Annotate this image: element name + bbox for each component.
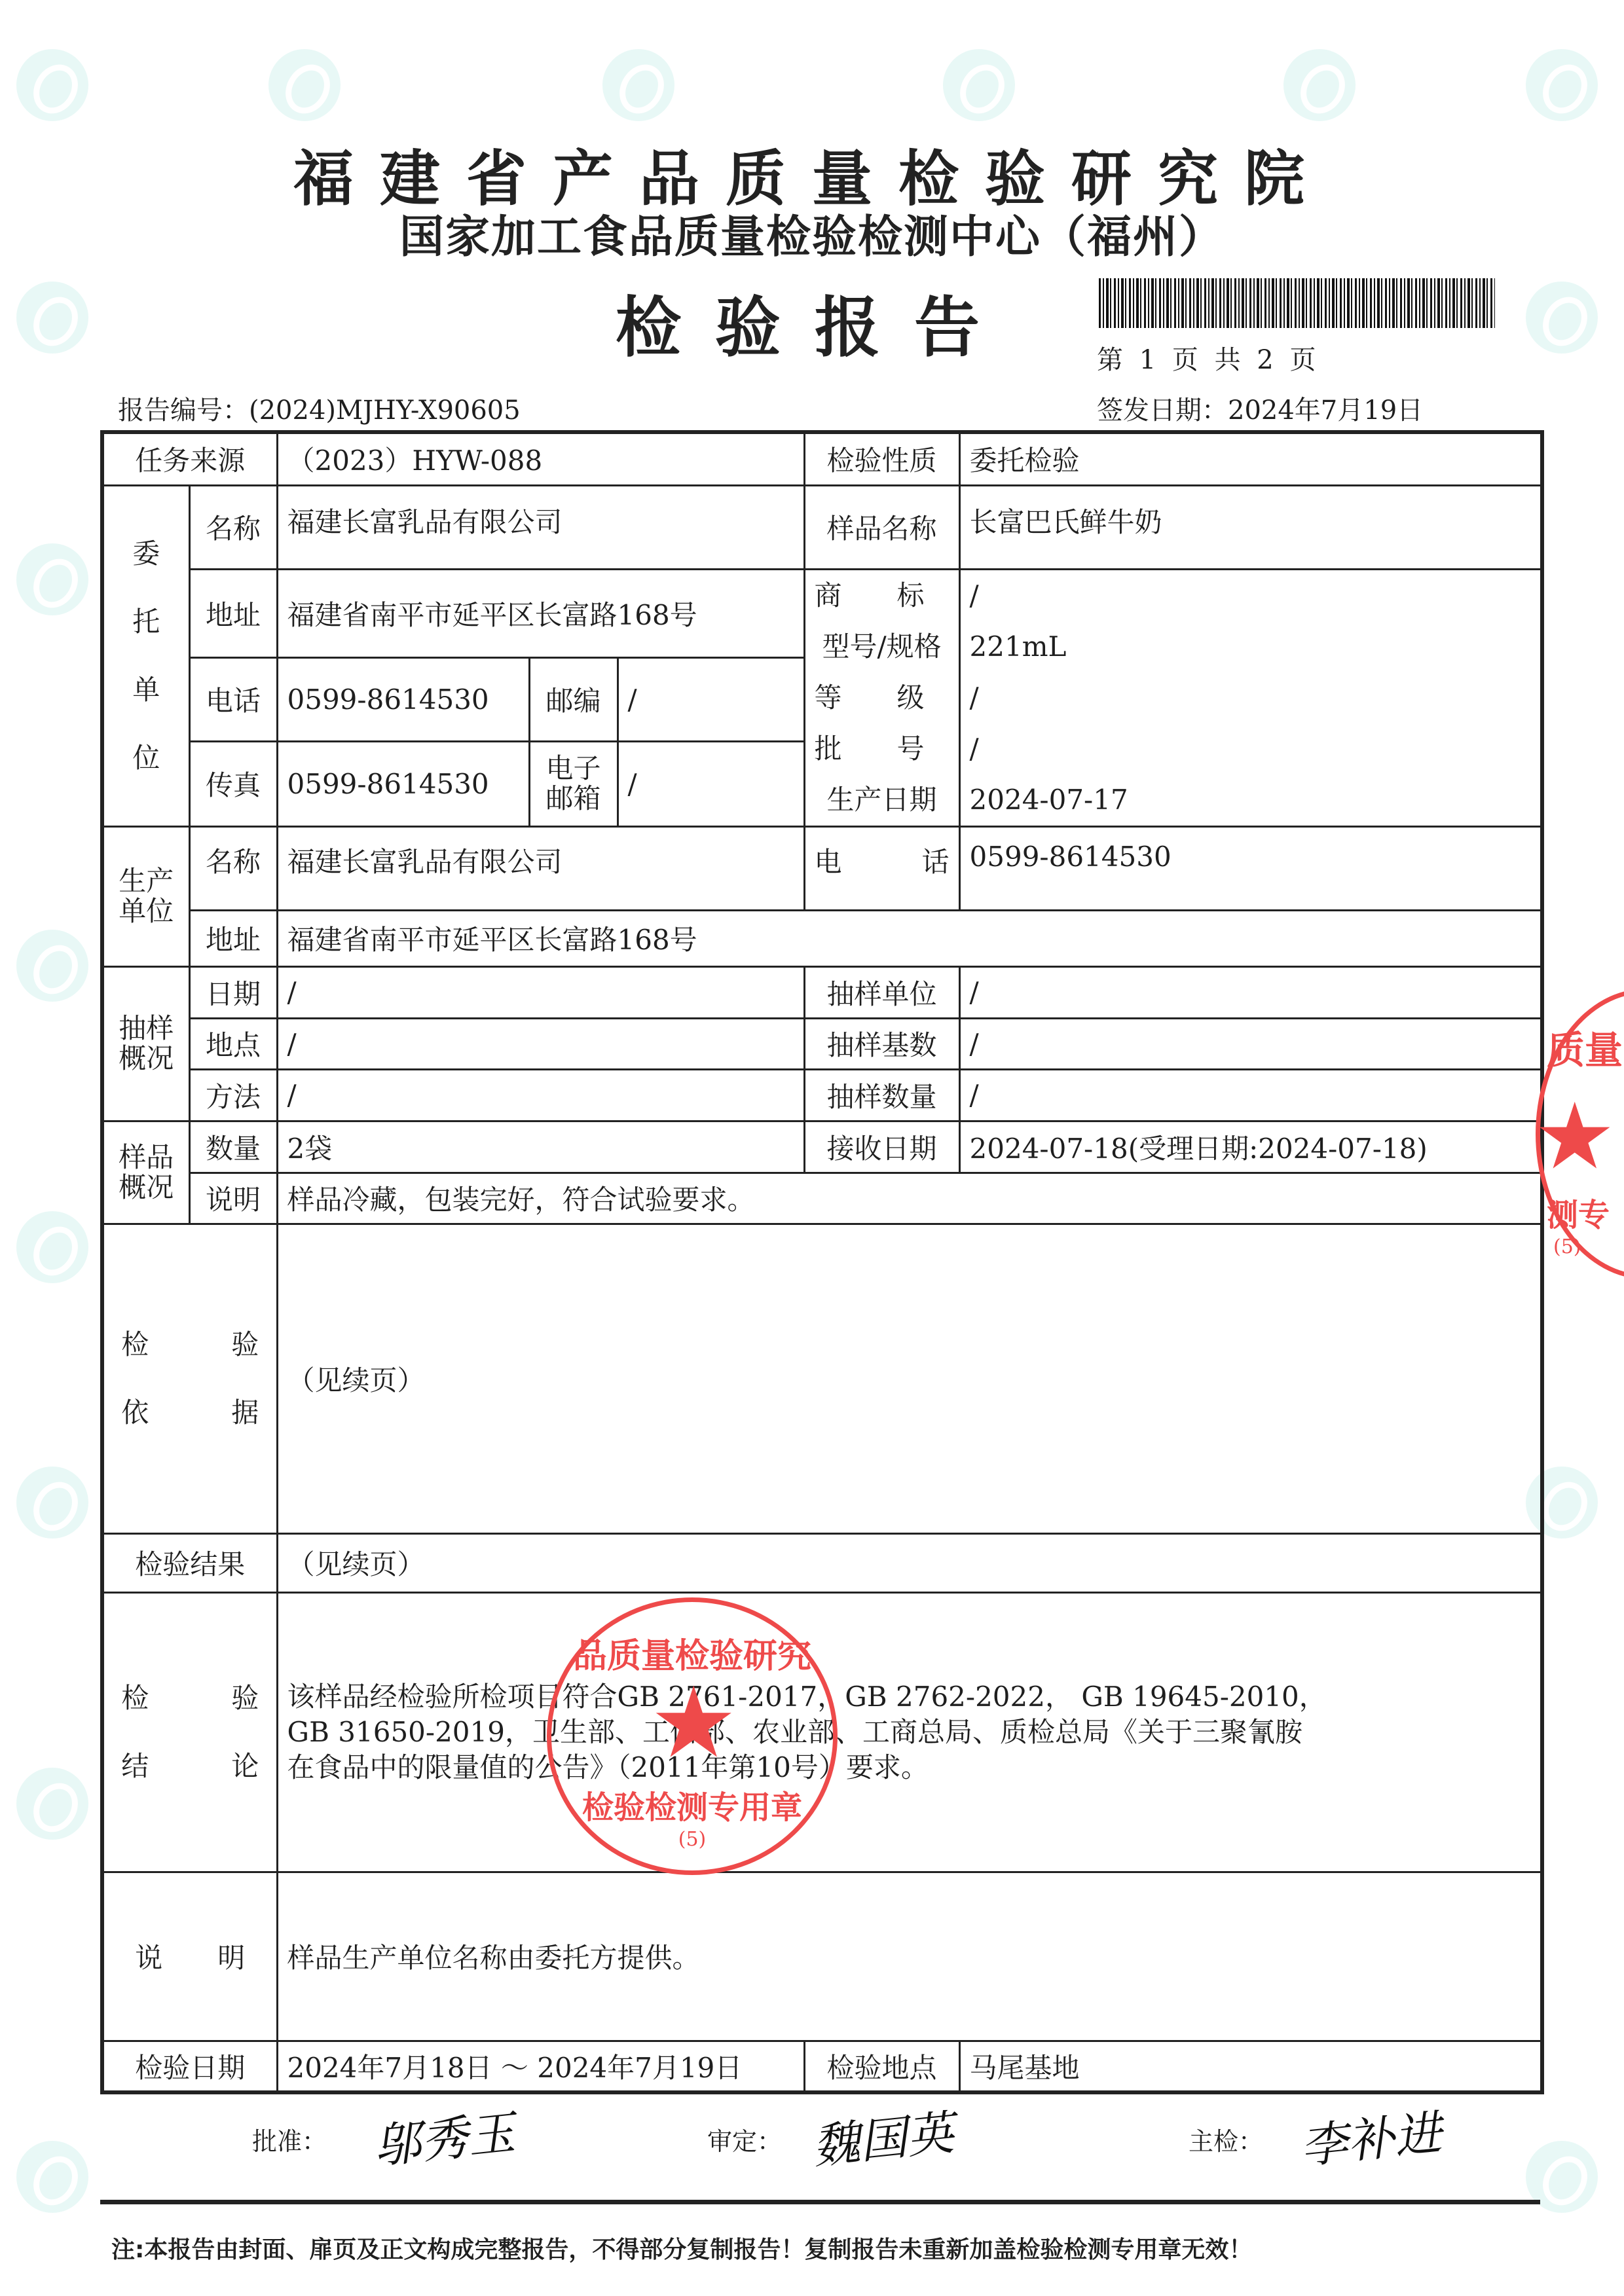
sampling-date-value: / xyxy=(277,966,804,1018)
table-row xyxy=(102,1533,1542,1592)
client-postcode-value: / xyxy=(618,657,804,741)
client-group-label: 委 托 单 位 xyxy=(102,485,189,826)
producer-phone-label: 电 话 xyxy=(804,826,959,910)
sampling-place-value: / xyxy=(277,1018,804,1069)
watermark-logo-icon xyxy=(1526,282,1598,354)
inspection-seal-stamp: 品质量检验研究 ★ 检验检测专用章 (5) xyxy=(547,1597,838,1875)
basis-value: （见续页） xyxy=(277,1224,1542,1533)
table-row xyxy=(102,2041,1542,2092)
issue-date-value: 2024年7月19日 xyxy=(1228,395,1424,426)
watermark-logo-icon xyxy=(1526,49,1598,121)
table-row xyxy=(102,1224,1542,1533)
footer-note: 注:本报告由封面、扉页及正文构成完整报告，不得部分复制报告！复制报告未重新加盖检验检测专用章无效！ xyxy=(111,2236,1253,2263)
sampling-place-label: 地点 xyxy=(189,1018,277,1069)
client-address-label: 地址 xyxy=(189,569,277,657)
review-signature: 魏国英 xyxy=(809,2104,957,2175)
sampling-method-value: / xyxy=(277,1069,804,1121)
client-phone-value: 0599-8614530 xyxy=(277,657,529,741)
table-row xyxy=(102,1121,1542,1173)
test-date-value: 2024年7月18日 ～ 2024年7月19日 xyxy=(277,2041,804,2092)
result-label: 检验结果 xyxy=(102,1533,277,1592)
client-name-value: 福建长富乳品有限公司 xyxy=(277,485,804,569)
report-number-value: (2024)MJHY-X90605 xyxy=(249,395,521,426)
sample-desc-label: 说明 xyxy=(189,1173,277,1224)
inspector-signature: 李补进 xyxy=(1297,2104,1445,2175)
client-name-label: 名称 xyxy=(189,485,277,569)
sampling-base-value: / xyxy=(959,1018,1542,1069)
edge-seal-stamp: 质量 ★ 测专 (5) xyxy=(1536,989,1624,1279)
test-place-value: 马尾基地 xyxy=(959,2041,1542,2092)
client-email-value: / xyxy=(618,741,804,826)
basis-label: 检 验 依 据 xyxy=(102,1224,277,1533)
table-row xyxy=(102,1018,1542,1069)
sampling-qty-label: 抽样数量 xyxy=(804,1069,959,1121)
report-number xyxy=(118,390,521,427)
institute-title: 福建省产品质量检验研究院 xyxy=(293,144,1331,214)
approve-signature: 邬秀玉 xyxy=(371,2104,518,2175)
test-date-label: 检验日期 xyxy=(102,2041,277,2092)
watermark-logo-icon xyxy=(1283,49,1356,121)
receive-date-value: 2024-07-18(受理日期:2024-07-18) xyxy=(959,1121,1542,1173)
result-value: （见续页） xyxy=(277,1533,1542,1592)
sample-name-value: 长富巴氏鲜牛奶 xyxy=(959,485,1542,569)
issue-date-label: 签发日期： xyxy=(1097,395,1228,426)
nature-value: 委托检验 xyxy=(959,432,1542,485)
star-icon: ★ xyxy=(650,1666,738,1780)
conclusion-label: 检 验 结 论 xyxy=(102,1592,277,1872)
issue-date xyxy=(1097,390,1423,427)
barcode xyxy=(1099,278,1495,328)
watermark-logo-icon xyxy=(16,543,88,615)
task-source-label: 任务来源 xyxy=(102,432,277,485)
star-icon: ★ xyxy=(1534,1084,1616,1190)
sampling-unit-label: 抽样单位 xyxy=(804,966,959,1018)
producer-group-label: 生产 单位 xyxy=(102,826,189,966)
task-source-value: （2023）HYW-088 xyxy=(277,432,804,485)
document-title: 检验报告 xyxy=(616,289,1014,366)
client-address-value: 福建省南平市延平区长富路168号 xyxy=(277,569,804,657)
producer-name-label: 名称 xyxy=(189,826,277,910)
table-row xyxy=(102,432,1542,485)
producer-address-label: 地址 xyxy=(189,910,277,966)
watermark-logo-icon xyxy=(943,49,1015,121)
inspector-label: 主检： xyxy=(1189,2127,1264,2156)
sampling-date-label: 日期 xyxy=(189,966,277,1018)
producer-name-value: 福建长富乳品有限公司 xyxy=(277,826,804,910)
page-indicator: 第 1 页 共 2 页 xyxy=(1097,345,1320,375)
center-subtitle: 国家加工食品质量检验检测中心（福州） xyxy=(399,211,1225,263)
producer-phone-value: 0599-8614530 xyxy=(959,826,1542,910)
approve-label: 批准： xyxy=(252,2127,327,2156)
remark-label: 说 明 xyxy=(102,1872,277,2041)
table-row xyxy=(102,966,1542,1018)
report-number-label: 报告编号： xyxy=(118,395,249,426)
table-row xyxy=(102,826,1542,910)
sampling-group-label: 抽样 概况 xyxy=(102,966,189,1121)
watermark-logo-icon xyxy=(602,49,674,121)
watermark-logo-icon xyxy=(16,1211,88,1283)
sampling-unit-value: / xyxy=(959,966,1542,1018)
client-phone-label: 电话 xyxy=(189,657,277,741)
client-email-label: 电子 邮箱 xyxy=(529,741,618,826)
table-row xyxy=(102,1069,1542,1121)
footer-divider xyxy=(100,2200,1540,2204)
watermark-logo-icon xyxy=(16,1467,88,1539)
sampling-base-label: 抽样基数 xyxy=(804,1018,959,1069)
client-fax-value: 0599-8614530 xyxy=(277,741,529,826)
watermark-logo-icon xyxy=(268,49,341,121)
sampling-qty-value: / xyxy=(959,1069,1542,1121)
review-label: 审定： xyxy=(707,2127,783,2156)
test-place-label: 检验地点 xyxy=(804,2041,959,2092)
watermark-logo-icon xyxy=(16,282,88,354)
sample-desc-value: 样品冷藏，包装完好，符合试验要求。 xyxy=(277,1173,1542,1224)
table-row xyxy=(102,1872,1542,2041)
client-postcode-label: 邮编 xyxy=(529,657,618,741)
sample-qty-value: 2袋 xyxy=(277,1121,804,1173)
sample-attr-labels: 商 标 型号/规格 等 级 批 号 生产日期 xyxy=(804,569,959,826)
table-row xyxy=(102,910,1542,966)
watermark-logo-icon xyxy=(16,2141,88,2213)
watermark-logo-icon xyxy=(16,49,88,121)
conclusion-value: 该样品经检验所检项目符合GB 2761-2017，GB 2762-2022， GB 19645-2010， GB 31650-2019，卫生部、工信部、农业部、工商总局、质检总局《关于三聚氰胺 在食品中的限量值的公告》（2011年第10号）要求。 xyxy=(277,1592,1542,1872)
sample-name-label: 样品名称 xyxy=(804,485,959,569)
nature-label: 检验性质 xyxy=(804,432,959,485)
table-row xyxy=(102,569,1542,657)
receive-date-label: 接收日期 xyxy=(804,1121,959,1173)
remark-value: 样品生产单位名称由委托方提供。 xyxy=(277,1872,1542,2041)
sample-qty-label: 数量 xyxy=(189,1121,277,1173)
producer-address-value: 福建省南平市延平区长富路168号 xyxy=(277,910,1542,966)
watermark-logo-icon xyxy=(16,930,88,1002)
sample-attr-values: / 221mL / / 2024-07-17 xyxy=(959,569,1542,826)
table-row xyxy=(102,1173,1542,1224)
sample-overview-group-label: 样品 概况 xyxy=(102,1121,189,1224)
sampling-method-label: 方法 xyxy=(189,1069,277,1121)
table-row xyxy=(102,485,1542,569)
watermark-logo-icon xyxy=(16,1768,88,1840)
client-fax-label: 传真 xyxy=(189,741,277,826)
